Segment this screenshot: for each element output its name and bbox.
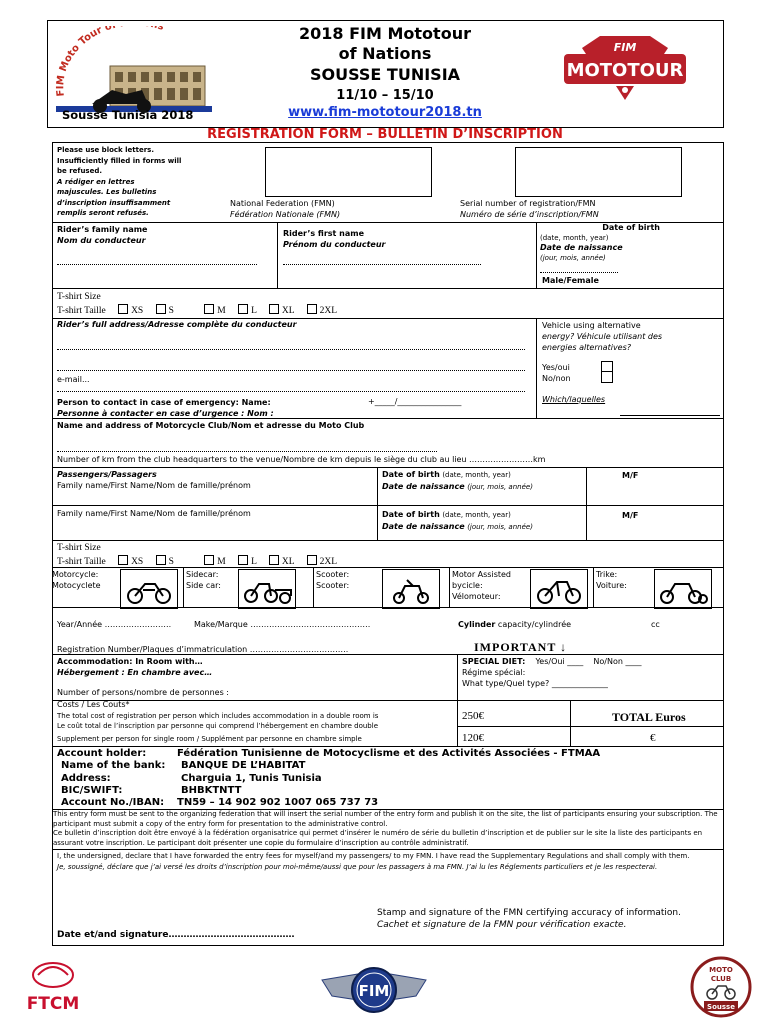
trike-checkbox-icon[interactable] xyxy=(654,569,712,609)
divider xyxy=(52,567,723,568)
event-dates: 11/10 – 15/10 xyxy=(336,88,434,103)
stamp-note: Stamp and signature of the FMN certifying accuracy of information. Cachet et signature de la FMN pour vérification exacte. xyxy=(377,908,681,930)
event-title-line3: SOUSSE TUNISIA xyxy=(309,65,461,84)
num-persons-label: Number of persons/nombre de personnes : xyxy=(57,688,229,697)
submission-note: This entry form must be sent to the organizing federation that will insert the serial number of the entry form and publish it on the site, the list of participants ensuring your subscription. The participant must submit a copy of the entry form for presentation to the administrative control. Ce bulletin d’inscription doit être envoyé à la fédération organisatrice qui permet d’insérer le numéro de série du bulletin d’inscription et de publier sur le site la liste des participants en assurant votre inscription. Le participant doit présenter une copie du formulaire d’inscription au contrôle administratif. xyxy=(53,810,718,847)
serial-input-box[interactable] xyxy=(515,147,682,197)
special-diet: SPECIAL DIET: Yes/Oui ____ No/Non ____ Régime spécial: What type/Quel type? ______________ xyxy=(462,657,642,688)
motor-bicycle-label: Motor Assisted bycicle: Vélomoteur: xyxy=(452,570,511,601)
divider xyxy=(183,567,184,607)
alt-energy-question: Vehicle using alternative energy? Véhicule utilisant des energies alternatives? xyxy=(542,321,663,352)
emergency-phone-field[interactable]: +_____/________________ xyxy=(368,397,462,406)
instructions: Please use block letters. Insufficiently filled in forms will be refused. A rédiger en lettres majuscules. Les bulletins d’inscription insuffisamment remplis seront refusés. xyxy=(57,146,182,217)
divider xyxy=(601,371,612,372)
divider xyxy=(52,746,723,747)
moto-club-sousse-logo xyxy=(690,956,752,1018)
logo-caption: Sousse Tunisia 2018 xyxy=(62,108,194,122)
svg-text:FIM: FIM xyxy=(358,982,390,1000)
svg-text:FIM: FIM xyxy=(613,41,637,54)
divider xyxy=(536,318,537,418)
scooter-label: Scooter: Scooter: xyxy=(316,570,350,590)
address-field-2[interactable] xyxy=(57,370,525,371)
divider xyxy=(457,726,723,727)
divider xyxy=(52,467,723,468)
p-size-2xl-checkbox[interactable] xyxy=(307,555,317,565)
federation-input-box[interactable] xyxy=(265,147,432,197)
divider xyxy=(377,467,378,540)
divider xyxy=(52,654,723,655)
yes-no-checkbox[interactable] xyxy=(601,361,613,383)
important-label: IMPORTANT ↓ xyxy=(474,640,568,654)
sex-field[interactable]: Male/Female xyxy=(542,276,599,285)
cc-unit: cc xyxy=(651,620,660,629)
event-title-line1: 2018 FIM Mototour xyxy=(299,24,471,43)
first-name-field[interactable] xyxy=(283,264,481,265)
divider xyxy=(52,505,723,506)
size-s-checkbox[interactable] xyxy=(156,304,166,314)
federation-label: National Federation (FMN) Fédération Nationale (FMN) xyxy=(230,199,341,219)
motorcycle-label: Motorcycle: Motocyclete xyxy=(52,570,101,590)
divider xyxy=(52,318,723,319)
dob-field[interactable] xyxy=(540,272,618,273)
event-website-link[interactable]: www.fim-mototour2018.tn xyxy=(288,105,482,120)
size-2xl-checkbox[interactable] xyxy=(307,304,317,314)
fim-mototour-logo xyxy=(560,30,690,112)
divider xyxy=(536,222,537,288)
family-name-label: Rider’s family name Nom du conducteur xyxy=(57,225,148,245)
total-label: TOTAL Euros xyxy=(612,710,686,724)
ftcm-emblem-icon xyxy=(18,953,88,1013)
divider xyxy=(277,222,278,288)
passenger-2-dob: Date of birth (date, month, year) Date de naissance (jour, mois, année) xyxy=(382,510,533,531)
fim-wings-icon xyxy=(318,960,430,1020)
passenger-1-mf[interactable]: M/F xyxy=(622,471,639,480)
email-label: e-mail... xyxy=(57,375,90,384)
divider xyxy=(570,700,571,746)
address-field-1[interactable] xyxy=(57,349,525,350)
passenger-2-mf[interactable]: M/F xyxy=(622,511,639,520)
event-title-line2: of Nations xyxy=(338,44,432,63)
cylinder-label: Cylinder capacity/cylindrée xyxy=(458,620,572,629)
declaration: I, the undersigned, declare that I have forwarded the entry fees for myself/and my passengers/ to my FMN. I have read the Supplementary Regulations and shall comply with them. Je, soussigné, déclare que j’ai versé les droits d’inscription pour moi-même/aussi que pour les passagers à ma FMN. J’ai lu les Réglements particuliers et je les respecterai. xyxy=(57,852,690,871)
dob-block: Date of birth (date, month, year) Date de naissance (jour, mois, année) xyxy=(540,223,660,262)
logo-arc-text: FIM Moto Tour o s xyxy=(55,26,166,97)
passenger-2-name: Family name/First Name/Nom de famille/prénom xyxy=(57,509,251,518)
km-label: Number of km from the club headquarters to the venue/Nombre de km depuis le siège du club au lieu ……………………km xyxy=(57,455,546,464)
p-size-s-checkbox[interactable] xyxy=(156,555,166,565)
p-size-xl-checkbox[interactable] xyxy=(269,555,279,565)
first-name-label: Rider’s first name Prénom du conducteur xyxy=(283,229,386,249)
club-label: Name and address of Motorcycle Club/Nom et adresse du Moto Club xyxy=(57,421,365,430)
which-label: Which/laquelles xyxy=(542,395,606,404)
size-l-checkbox[interactable] xyxy=(238,304,248,314)
p-size-l-checkbox[interactable] xyxy=(238,555,248,565)
yes-no-labels: Yes/oui No/non xyxy=(542,363,571,383)
svg-text:MOTO: MOTO xyxy=(709,966,733,974)
tshirt-rider: T-shirt Size T-shirt Taille XS S M L XL 2XL xyxy=(57,292,338,316)
divider xyxy=(52,288,723,289)
which-field[interactable] xyxy=(620,415,720,416)
arrow-down-icon: ↓ xyxy=(560,640,568,654)
divider xyxy=(586,467,587,540)
divider xyxy=(52,607,723,608)
moto-club-badge-icon xyxy=(690,956,752,1018)
motorcycle-checkbox-icon[interactable] xyxy=(120,569,178,609)
divider xyxy=(52,540,723,541)
accommodation-label: Accommodation: In Room with… Hébergement : En chambre avec… xyxy=(57,657,213,677)
club-field[interactable] xyxy=(57,451,437,452)
family-name-field[interactable] xyxy=(57,264,257,265)
price-double: 250€ xyxy=(462,710,484,722)
price-single: 120€ xyxy=(462,732,484,744)
make-field[interactable]: Make/Marque ……………………………………… xyxy=(194,620,371,629)
divider xyxy=(593,567,594,607)
svg-text:CLUB: CLUB xyxy=(710,975,732,983)
divider xyxy=(52,849,723,850)
p-size-xs-checkbox[interactable] xyxy=(118,555,128,565)
passenger-1-dob: Date of birth (date, month, year) Date de naissance (jour, mois, année) xyxy=(382,470,533,491)
registration-field[interactable]: Registration Number/Plaques d’immatriculation ………………………………. xyxy=(57,645,349,654)
sidecar-checkbox-icon[interactable] xyxy=(238,569,296,609)
sidecar-label: Sidecar: Side car: xyxy=(186,570,221,590)
form-title: REGISTRATION FORM – BULLETIN D’INSCRIPTION xyxy=(207,127,563,142)
divider xyxy=(52,418,723,419)
size-xs-checkbox[interactable] xyxy=(118,304,128,314)
ftcm-logo xyxy=(18,953,88,1013)
tshirt-passenger: T-shirt Size T-shirt Taille XS S M L XL 2XL xyxy=(57,543,338,567)
date-signature-field[interactable]: Date et/and signature…………………………………… xyxy=(57,930,295,940)
emergency-label: Person to contact in case of emergency: Name: Personne à contacter en case d’urgence : Nom : xyxy=(57,398,274,418)
total-value-field[interactable]: € xyxy=(650,732,656,744)
bank-details: Account holder: Fédération Tunisienne de Motocyclisme et des Activités Associées - FTMAA Name of the bank: BANQUE DE L’HABITAT Address: Charguia 1, Tunis Tunisia BIC/SWIFT: BHBKTNTT Account No./IBAN: TN59 – 14 902 902 1007 065 737 73 xyxy=(57,748,601,809)
year-field[interactable]: Year/Année ……………………. xyxy=(57,620,172,629)
size-xl-checkbox[interactable] xyxy=(269,304,279,314)
divider xyxy=(449,567,450,607)
svg-text:FTCM: FTCM xyxy=(26,994,80,1013)
mototour-badge-icon xyxy=(560,30,690,112)
size-m-checkbox[interactable] xyxy=(204,304,214,314)
fim-logo xyxy=(318,960,430,1020)
divider xyxy=(457,654,458,703)
p-size-m-checkbox[interactable] xyxy=(204,555,214,565)
scooter-checkbox-icon[interactable] xyxy=(382,569,440,609)
email-field[interactable] xyxy=(57,391,525,392)
svg-text:Sousse: Sousse xyxy=(707,1003,735,1011)
serial-label: Serial number of registration/FMN Numéro de série d’inscription/FMN xyxy=(460,199,599,219)
divider xyxy=(313,567,314,607)
passenger-1-name: Passengers/Passagers Family name/First Name/Nom de famille/prénom xyxy=(57,470,251,490)
divider xyxy=(457,700,458,746)
svg-text:MOTOTOUR: MOTOTOUR xyxy=(566,60,684,81)
trike-label: Trike: Voiture: xyxy=(596,570,627,590)
motor-bicycle-checkbox-icon[interactable] xyxy=(530,569,588,609)
address-label: Rider’s full address/Adresse complète du conducteur xyxy=(57,320,297,329)
costs-block: Costs / Les Couts* The total cost of registration per person which includes accommodation in a double room is Le coût total de l’inscription par personne qui comprend l’hébergement en chambre double Supplement per person for single room / Supplément par personne en chambre simple xyxy=(57,700,379,743)
